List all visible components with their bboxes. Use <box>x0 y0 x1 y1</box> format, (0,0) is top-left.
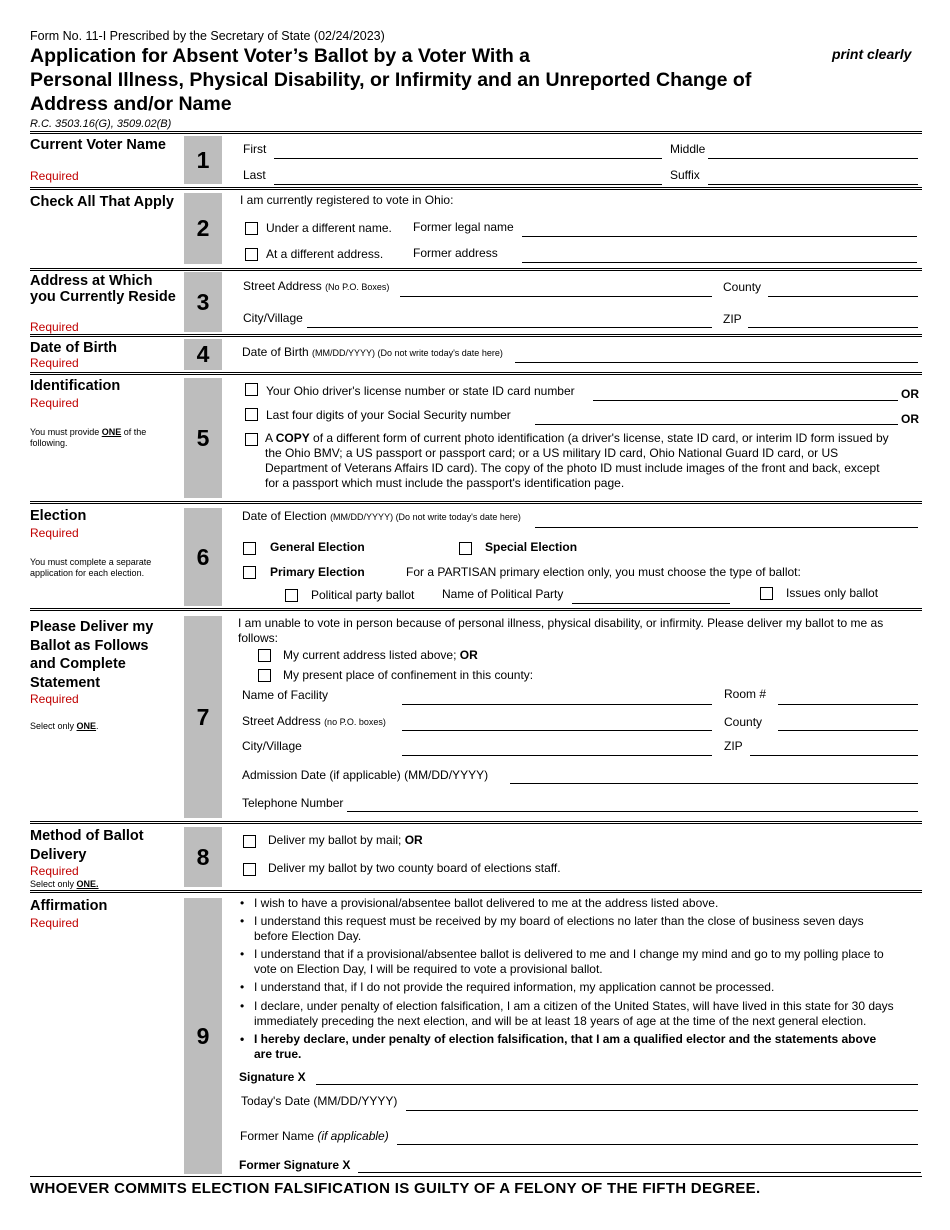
signature-field[interactable] <box>316 1084 918 1085</box>
city-label: City/Village <box>243 311 303 325</box>
middle-name-label: Middle <box>670 142 706 156</box>
special-election-label: Special Election <box>485 540 578 554</box>
zip-label: ZIP <box>723 312 742 326</box>
primary-election-checkbox[interactable] <box>243 566 256 579</box>
s1-title: Current Voter Name <box>30 137 166 153</box>
issues-only-label: Issues only ballot <box>786 586 879 600</box>
election-date-label: Date of Election (MM/DD/YYYY) (Do not write today's date here) <box>242 509 521 523</box>
s6-number: 6 <box>184 508 222 606</box>
drivers-license-field[interactable] <box>593 400 898 401</box>
ssn-label: Last four digits of your Social Security number <box>266 408 511 422</box>
s7-title: Please Deliver my Ballot as Follows and Complete Statement <box>30 619 154 691</box>
s9-title: Affirmation <box>30 898 108 914</box>
section-divider <box>30 268 922 269</box>
street-address-label: Street Address (No P.O. Boxes) <box>243 279 390 293</box>
county-field[interactable] <box>768 296 918 297</box>
s5-note: You must provide ONE of the following. <box>30 427 147 448</box>
ssn-checkbox[interactable] <box>245 408 258 421</box>
facility-city-field[interactable] <box>402 755 712 756</box>
s5-required: Required <box>30 396 79 410</box>
different-address-label: At a different address. <box>266 247 384 261</box>
former-signature-field[interactable] <box>358 1172 921 1173</box>
deliver-by-mail-label: Deliver my ballot by mail; OR <box>268 833 423 847</box>
former-signature-label: Former Signature X <box>239 1158 351 1172</box>
current-address-checkbox[interactable] <box>258 649 271 662</box>
drivers-license-checkbox[interactable] <box>245 383 258 396</box>
form-number: Form No. 11-I Prescribed by the Secretary of State (02/24/2023) <box>30 29 385 43</box>
former-legal-name-field[interactable] <box>522 236 917 237</box>
s1-number: 1 <box>184 136 222 184</box>
middle-name-field[interactable] <box>708 158 918 159</box>
last-name-label: Last <box>243 168 266 182</box>
ssn-field[interactable] <box>535 424 898 425</box>
s1-required: Required <box>30 169 79 183</box>
party-name-field[interactable] <box>572 603 730 604</box>
admission-date-field[interactable] <box>510 783 918 784</box>
s2-title: Check All That Apply <box>30 194 174 210</box>
today-date-label: Today's Date (MM/DD/YYYY) <box>241 1094 398 1108</box>
section-divider <box>30 372 922 373</box>
s5-number: 5 <box>184 378 222 498</box>
print-clearly-note: print clearly <box>832 46 912 62</box>
s8-number: 8 <box>184 827 222 887</box>
drivers-license-label: Your Ohio driver's license number or state ID card number <box>266 384 575 398</box>
party-ballot-checkbox[interactable] <box>285 589 298 602</box>
suffix-field[interactable] <box>708 184 918 185</box>
room-label: Room # <box>724 687 767 701</box>
election-date-field[interactable] <box>535 527 918 528</box>
photo-id-copy-checkbox[interactable] <box>245 433 258 446</box>
general-election-checkbox[interactable] <box>243 542 256 555</box>
first-name-label: First <box>243 142 267 156</box>
form-title-line3: Address and/or Name <box>30 93 232 115</box>
s7-note: Select only ONE. <box>30 721 99 731</box>
s3-number: 3 <box>184 272 222 332</box>
former-address-field[interactable] <box>522 262 917 263</box>
primary-election-label: Primary Election <box>270 565 365 579</box>
current-address-label: My current address listed above; OR <box>283 648 478 662</box>
county-label: County <box>723 280 762 294</box>
former-legal-name-label: Former legal name <box>413 220 514 234</box>
header-divider <box>30 131 922 132</box>
zip-field[interactable] <box>748 327 918 328</box>
different-name-checkbox[interactable] <box>245 222 258 235</box>
confinement-checkbox[interactable] <box>258 669 271 682</box>
section-divider <box>30 501 922 502</box>
s7-intro: I am unable to vote in person because of personal illness, physical disability, or infirmity. Please deliver my ballot to me as follows: <box>238 616 884 645</box>
statute-reference: R.C. 3503.16(G), 3509.02(B) <box>30 118 172 130</box>
or-label: OR <box>901 387 919 401</box>
affirmation-item: • I wish to have a provisional/absentee ballot delivered to me at the address listed above. <box>240 896 719 910</box>
s8-note: Select only ONE. <box>30 879 99 889</box>
city-field[interactable] <box>307 327 712 328</box>
telephone-field[interactable] <box>347 811 918 812</box>
last-name-field[interactable] <box>274 184 662 185</box>
photo-id-copy-text: A COPY of a different form of current photo identification (a driver's license, state ID card, or interim ID form issued by the Ohio BMV; a US passport or passport card; or a US military ID card, Ohio National Guard ID card, or US Department of Veterans Affairs ID card). The copy of the photo ID must include images of the front and back, except for a passport which must include the passport's identification page. <box>265 431 889 490</box>
admission-date-label: Admission Date (if applicable) (MM/DD/YYYY) <box>242 768 489 782</box>
room-field[interactable] <box>778 704 918 705</box>
s9-required: Required <box>30 916 79 930</box>
deliver-by-staff-label: Deliver my ballot by two county board of elections staff. <box>268 861 561 875</box>
affirmation-item: • I understand this request must be received by my board of elections no later than the close of business seven days before Election Day. <box>240 914 864 943</box>
facility-city-label: City/Village <box>242 739 302 753</box>
s9-number: 9 <box>184 898 222 1174</box>
facility-street-field[interactable] <box>402 730 712 731</box>
issues-only-checkbox[interactable] <box>760 587 773 600</box>
form-title-line2: Personal Illness, Physical Disability, or Infirmity and an Unreported Change of <box>30 69 752 91</box>
facility-field[interactable] <box>402 704 712 705</box>
affirmation-item: • I declare, under penalty of election falsification, I am a citizen of the United States, will have lived in this state for 30 days immediately preceding the next election, and will be at least 18 years of age at the time of the next general election. <box>240 999 894 1028</box>
dob-label: Date of Birth (MM/DD/YYYY) (Do not write today's date here) <box>242 345 503 359</box>
s7-number: 7 <box>184 616 222 818</box>
deliver-by-staff-checkbox[interactable] <box>243 863 256 876</box>
partisan-instruction: For a PARTISAN primary election only, you must choose the type of ballot: <box>406 565 801 579</box>
street-address-field[interactable] <box>400 296 712 297</box>
s7-required: Required <box>30 692 79 706</box>
suffix-label: Suffix <box>670 168 700 182</box>
former-name-label: Former Name (if applicable) <box>240 1129 389 1143</box>
party-ballot-label: Political party ballot <box>311 588 415 602</box>
different-name-label: Under a different name. <box>266 221 392 235</box>
deliver-by-mail-checkbox[interactable] <box>243 835 256 848</box>
s8-title: Method of Ballot Delivery <box>30 828 144 863</box>
falsification-warning: WHOEVER COMMITS ELECTION FALSIFICATION IS GUILTY OF A FELONY OF THE FIFTH DEGREE. <box>30 1180 761 1197</box>
confinement-label: My present place of confinement in this county: <box>283 668 534 682</box>
affirmation-item: • I hereby declare, under penalty of election falsification, that I am a qualified elector and the statements above are true. <box>240 1032 877 1061</box>
form-title-line1: Application for Absent Voter’s Ballot by a Voter With a <box>30 45 531 67</box>
s4-number: 4 <box>184 339 222 370</box>
facility-county-field[interactable] <box>778 730 918 731</box>
section-divider <box>30 187 922 188</box>
signature-label: Signature X <box>239 1070 306 1084</box>
section-divider <box>30 334 922 335</box>
s5-title: Identification <box>30 378 121 394</box>
section-divider <box>30 890 922 891</box>
s3-required: Required <box>30 320 79 334</box>
section-divider <box>30 1176 922 1177</box>
affirmation-item: • I understand that if a provisional/absentee ballot is delivered to me and I change my mind and go to my polling place to vote on Election Day, I will be required to vote a provisional ballot. <box>240 947 884 976</box>
s6-note: You must complete a separate application for each election. <box>30 557 152 578</box>
facility-street-label: Street Address (no P.O. boxes) <box>242 714 386 728</box>
affirmation-item: • I understand that, if I do not provide the required information, my application cannot be processed. <box>240 980 775 994</box>
telephone-label: Telephone Number <box>242 796 344 810</box>
s6-title: Election <box>30 508 87 524</box>
s6-required: Required <box>30 526 79 540</box>
facility-county-label: County <box>724 715 763 729</box>
facility-zip-field[interactable] <box>750 755 918 756</box>
s3-title: Address at Which you Currently Reside <box>30 273 176 305</box>
general-election-label: General Election <box>270 540 365 554</box>
s4-required: Required <box>30 356 79 370</box>
today-date-field[interactable] <box>406 1110 918 1111</box>
facility-label: Name of Facility <box>242 688 329 702</box>
s8-required: Required <box>30 864 79 878</box>
facility-zip-label: ZIP <box>724 739 743 753</box>
section-divider <box>30 821 922 822</box>
different-address-checkbox[interactable] <box>245 248 258 261</box>
former-name-field[interactable] <box>397 1144 918 1145</box>
or-label: OR <box>901 412 919 426</box>
former-address-label: Former address <box>413 246 498 260</box>
s4-title: Date of Birth <box>30 340 117 356</box>
dob-field[interactable] <box>515 362 918 363</box>
party-name-label: Name of Political Party <box>442 587 564 601</box>
section-divider <box>30 608 922 609</box>
first-name-field[interactable] <box>274 158 662 159</box>
s2-intro: I am currently registered to vote in Ohio: <box>240 193 454 207</box>
special-election-checkbox[interactable] <box>459 542 472 555</box>
s2-number: 2 <box>184 193 222 264</box>
